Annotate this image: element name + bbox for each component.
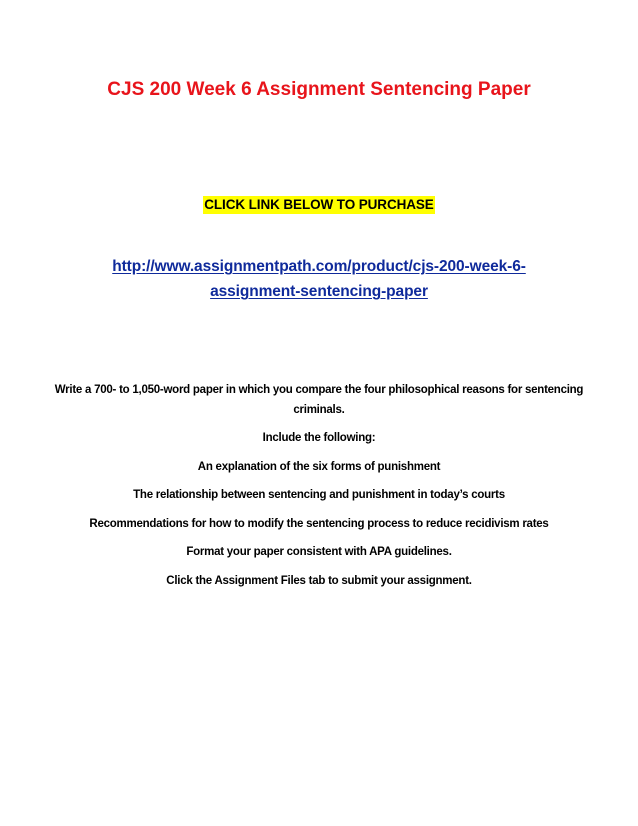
purchase-callout-text: CLICK LINK BELOW TO PURCHASE (204, 197, 434, 212)
purchase-callout (0, 196, 638, 214)
instruction-format: Format your paper consistent with APA guidelines. (186, 546, 452, 558)
instruction-submit: Click the Assignment Files tab to submit your assignment. (166, 574, 472, 587)
document-title: CJS 200 Week 6 Assignment Sentencing Paper (107, 79, 531, 100)
instruction-item: The relationship between sentencing and punishment in today’s courts (133, 489, 505, 501)
instruction-include-heading: Include the following: (262, 432, 376, 444)
instruction-intro: Write a 700- to 1,050-word paper in which you compare the four philosophical reasons for sentencing criminals. (54, 384, 584, 416)
product-link[interactable]: http://www.assignmentpath.com/product/cjs-200-week-6- assignment-sentencing-paper (112, 258, 526, 300)
assignment-instructions (40, 381, 598, 600)
instruction-item: Recommendations for how to modify the sentencing process to reduce recidivism rates (89, 517, 549, 530)
instruction-item: An explanation of the six forms of punishment (197, 460, 441, 473)
